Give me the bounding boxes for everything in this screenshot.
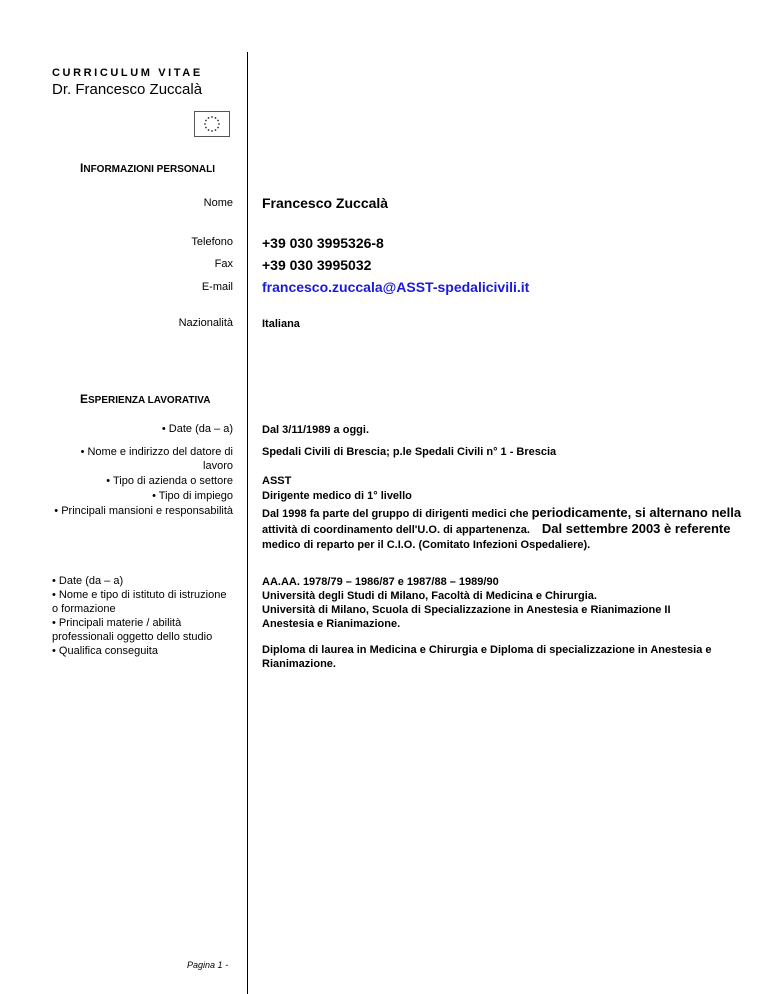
section-title-personal: INFORMAZIONI PERSONALI — [80, 161, 216, 175]
label-employer-cont: lavoro — [203, 460, 233, 472]
value-duties-line2: attività di coordinamento dell'U.O. di appartenenza. Dal settembre 2003 è referente — [262, 521, 731, 536]
label-edu-subjects: • Principali materie / abilità — [52, 617, 182, 629]
column-divider — [247, 52, 248, 994]
value-edu-institute-1: Università degli Studi di Milano, Facoltà di Medicina e Chirurgia. — [262, 590, 597, 602]
eu-flag-star — [218, 123, 220, 125]
label-edu-subjects-cont: professionali oggetto dello studio — [52, 631, 213, 643]
label-duties: • Principali mansioni e responsabilità — [54, 505, 233, 517]
eu-flag-star — [211, 116, 213, 118]
label-nazionalita: Nazionalità — [178, 317, 233, 329]
label-sector: • Tipo di azienda o settore — [106, 475, 233, 487]
value-nazionalita: Italiana — [262, 318, 300, 330]
cv-title: CURRICULUM VITAE — [52, 67, 203, 79]
label-job-type: • Tipo di impiego — [152, 490, 233, 502]
value-edu-institute-2: Università di Milano, Scuola di Specializzazione in Anestesia e Rianimazione II — [262, 604, 671, 616]
eu-flag-star — [215, 129, 217, 131]
label-email: E-mail — [201, 281, 233, 293]
value-edu-dates: AA.AA. 1978/79 – 1986/87 e 1987/88 – 1989/90 — [262, 576, 499, 588]
value-sector: ASST — [262, 475, 292, 487]
eu-flag-star — [215, 117, 217, 119]
eu-flag-star — [204, 123, 206, 125]
value-edu-qualification-2: Rianimazione. — [262, 658, 336, 670]
value-edu-qualification-1: Diploma di laurea in Medicina e Chirurgia e Diploma di specializzazione in Anestesia e — [262, 644, 712, 656]
value-nome: Francesco Zuccalà — [262, 195, 389, 211]
eu-flag-star — [208, 129, 210, 131]
value-job-type: Dirigente medico di 1° livello — [262, 490, 412, 502]
value-duties-line3: medico di reparto per il C.I.O. (Comitato Infezioni Ospedaliere). — [262, 539, 591, 551]
label-nome: Nome — [203, 197, 233, 209]
value-telefono: +39 030 3995326-8 — [262, 235, 384, 251]
value-email-link[interactable]: francesco.zuccala@ASST-spedalicivili.it — [262, 279, 530, 295]
label-edu-qualification: • Qualifica conseguita — [52, 645, 158, 657]
eu-flag-icon — [194, 111, 230, 137]
value-edu-subjects: Anestesia e Rianimazione. — [262, 618, 401, 630]
education-labels — [52, 574, 242, 658]
label-employer: • Nome e indirizzo del datore di — [80, 446, 233, 458]
eu-flag-star — [211, 130, 213, 132]
value-duties-line1: Dal 1998 fa parte del gruppo di dirigenti medici che periodicamente, si alternano nella — [262, 505, 742, 520]
eu-flag-star — [217, 127, 219, 129]
label-edu-institute: • Nome e tipo di istituto di istruzione — [52, 589, 227, 601]
eu-flag-star — [217, 120, 219, 122]
page-footer: Pagina 1 - — [187, 960, 229, 970]
label-fax: Fax — [214, 258, 233, 270]
label-edu-dates: • Date (da – a) — [52, 575, 124, 587]
value-employer: Spedali Civili di Brescia; p.le Spedali Civili n° 1 - Brescia — [262, 446, 557, 458]
label-telefono: Telefono — [191, 236, 233, 248]
section-title-work: ESPERIENZA LAVORATIVA — [80, 392, 211, 406]
cv-name: Dr. Francesco Zuccalà — [52, 81, 203, 98]
value-fax: +39 030 3995032 — [262, 257, 372, 273]
label-work-date: • Date (da – a) — [161, 423, 233, 435]
eu-flag-star — [205, 120, 207, 122]
value-work-date: Dal 3/11/1989 a oggi. — [262, 424, 370, 436]
eu-flag-star — [208, 117, 210, 119]
label-edu-institute-cont: o formazione — [52, 603, 116, 615]
eu-flag-star — [205, 127, 207, 129]
